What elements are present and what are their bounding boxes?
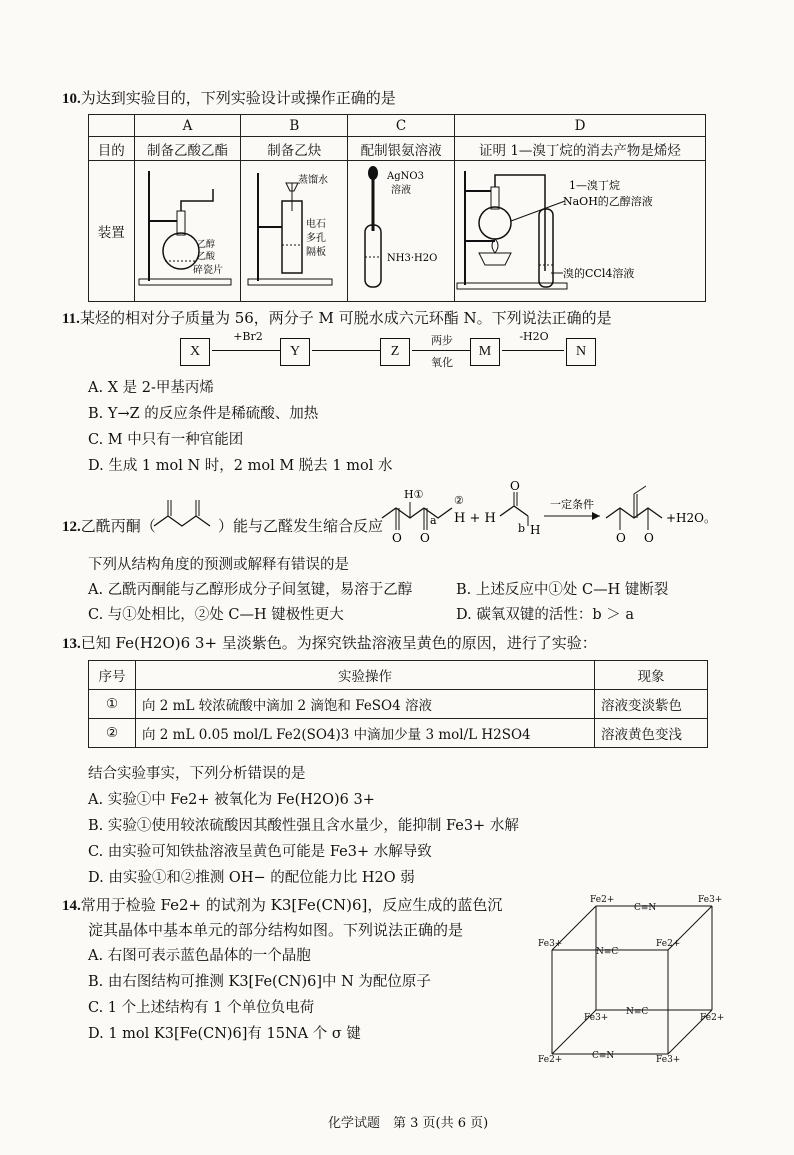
purpose-d: 证明 1—溴丁烷的消去产物是烯烃 [455, 137, 706, 161]
q12-option-d[interactable]: D. 碳氧双键的活性：b ＞ a [456, 607, 634, 623]
corner-fe3-bottom-front-right: Fe3+ [656, 1055, 681, 1065]
bond-top-back: C≡N [634, 903, 657, 913]
label-partition: 隔板 [306, 247, 327, 258]
prussian-blue-cube [536, 888, 736, 1064]
arrow4 [502, 350, 564, 351]
q13-table [88, 660, 708, 748]
q12-sub-stem: 下列从结构角度的预测或解释有错误的是 [88, 557, 349, 573]
apparatus-d [455, 161, 706, 302]
q11-option-b[interactable]: B. Y→Z 的反应条件是稀硫酸、加热 [88, 406, 319, 422]
purpose-a: 制备乙酸乙酯 [134, 137, 241, 161]
purpose-b: 制备乙炔 [241, 137, 348, 161]
q14-option-c[interactable]: C. 1 个上述结构有 1 个单位负电荷 [88, 1000, 315, 1016]
label-acetic-acid: 乙酸 [197, 252, 216, 262]
col-d: D [455, 115, 706, 137]
arrow3-top: 两步 [431, 334, 453, 347]
table-row: ① 向 2 mL 较浓硫酸中滴加 2 滴饱和 FeSO4 溶液 溶液变淡紫色 [89, 690, 708, 719]
label-naoh-ethanol: NaOH的乙醇溶液 [563, 195, 653, 208]
q11-option-c[interactable]: C. M 中只有一种官能团 [88, 432, 244, 448]
q11-stem: 11.某烃的相对分子质量为 56，两分子 M 可脱水成六元环酯 N。下列说法正确的是 [62, 309, 612, 327]
label-porcelain: 碎瓷片 [193, 265, 224, 276]
corner-fe2-top-back-left: Fe2+ [590, 895, 615, 905]
b-label: b [518, 522, 526, 535]
h1-label: H① [404, 488, 424, 501]
apparatus-b [241, 161, 348, 302]
q10-stem: 10.为达到实验目的，下列实验设计或操作正确的是 [62, 89, 396, 107]
corner-fe2-top-front-right: Fe2+ [656, 939, 681, 949]
q12-reaction [380, 479, 716, 550]
bond-top-front: N≡C [596, 947, 619, 957]
col-c: C [348, 115, 455, 137]
plus-h: H + H [454, 511, 496, 526]
label-ammonia: NH3·H2O [387, 253, 438, 264]
svg-text:O: O [510, 479, 520, 493]
q11-flow [180, 330, 600, 370]
corner-fe2-bottom-back-right: Fe2+ [700, 1013, 725, 1023]
arrow3 [412, 350, 470, 351]
acetylacetone-structure [150, 496, 220, 542]
bond-bottom-back: N≡C [626, 1007, 649, 1017]
bond-bottom-front: C≡N [592, 1051, 615, 1061]
apparatus-d-drawing [455, 161, 705, 297]
q12-option-a[interactable]: A. 乙酰丙酮能与乙醇形成分子间氢键，易溶于乙醇 [88, 582, 413, 598]
q12-option-c[interactable]: C. 与①处相比，②处 C—H 键极性更大 [88, 607, 344, 623]
label-ethanol: 乙醇 [197, 240, 216, 250]
q11-option-d[interactable]: D. 生成 1 mol N 时，2 mol M 脱去 1 mol 水 [88, 458, 393, 474]
col-a: A [134, 115, 241, 137]
corner-fe3-bottom-back-left: Fe3+ [584, 1013, 609, 1023]
q13-option-d[interactable]: D. 由实验①和②推测 OH− 的配位能力比 H2O 弱 [88, 870, 415, 886]
q13-stem: 13.已知 Fe(H2O)6 3+ 呈淡紫色。为探究铁盐溶液呈黄色的原因，进行了实验： [62, 634, 597, 652]
label-bromobutane: 1—溴丁烷 [569, 179, 620, 192]
flow-x: X [180, 338, 210, 366]
purpose-c: 配制银氨溶液 [348, 137, 455, 161]
arrow4-label: -H2O [519, 330, 549, 343]
label-calcium-carbide: 电石 [306, 219, 327, 230]
label-porous: 多孔 [306, 233, 327, 244]
apparatus-c-drawing [349, 161, 453, 297]
apparatus-label: 装置 [89, 161, 135, 302]
arrow2 [312, 350, 380, 351]
flow-m: M [470, 338, 500, 366]
label-agno3: AgNO3 [387, 171, 425, 182]
apparatus-a-drawing [135, 161, 239, 297]
q12-option-b[interactable]: B. 上述反应中①处 C—H 键断裂 [456, 582, 669, 598]
a-label: a [430, 514, 437, 527]
label-solution: 溶液 [391, 185, 412, 196]
q13-option-c[interactable]: C. 由实验可知铁盐溶液呈黄色可能是 Fe3+ 水解导致 [88, 844, 432, 860]
q10-table [88, 114, 706, 302]
q13-option-a[interactable]: A. 实验①中 Fe2+ 被氧化为 Fe(H2O)6 3+ [88, 792, 375, 808]
arrow3-bottom: 氧化 [431, 356, 453, 369]
corner-fe2-bottom-front-left: Fe2+ [538, 1055, 563, 1065]
q14-option-b[interactable]: B. 由右图结构可推测 K3[Fe(CN)6]中 N 为配位原子 [88, 974, 431, 990]
page-footer: 化学试题 第 3 页(共 6 页) [328, 1116, 489, 1131]
header-phenomenon: 现象 [595, 661, 708, 690]
flow-n: N [566, 338, 596, 366]
header-operation: 实验操作 [136, 661, 595, 690]
q14-option-a[interactable]: A. 右图可表示蓝色晶体的一个晶胞 [88, 948, 311, 964]
arrow1-label: +Br2 [233, 330, 263, 343]
svg-text:O: O [616, 531, 626, 545]
svg-text:O: O [644, 531, 654, 545]
flow-z: Z [380, 338, 410, 366]
q13-option-b[interactable]: B. 实验①使用较浓硫酸因其酸性强且含水量少，能抑制 Fe3+ 水解 [88, 818, 519, 834]
corner-fe3-top-back-right: Fe3+ [698, 895, 723, 905]
q11-option-a[interactable]: A. X 是 2-甲基丙烯 [88, 380, 214, 396]
apparatus-c [348, 161, 455, 302]
header-index: 序号 [89, 661, 136, 690]
condition-label: 一定条件 [550, 498, 594, 511]
label-distilled-water: 蒸馏水 [298, 175, 329, 186]
h2-label: ② [454, 494, 464, 507]
flow-y: Y [280, 338, 310, 366]
q14-option-d[interactable]: D. 1 mol K3[Fe(CN)6]有 15NA 个 σ 键 [88, 1026, 361, 1042]
q14-stem-2: 淀其晶体中基本单元的部分结构如图。下列说法正确的是 [88, 921, 464, 939]
corner-fe3-top-front-left: Fe3+ [538, 939, 563, 949]
q14-stem: 14.常用于检验 Fe2+ 的试剂为 K3[Fe(CN)6]，反应生成的蓝色沉 [62, 896, 503, 914]
water-label: +H2O。 [666, 511, 716, 525]
svg-text:O: O [420, 531, 430, 545]
col-b: B [241, 115, 348, 137]
arrow1 [212, 350, 280, 351]
svg-text:O: O [392, 531, 402, 545]
label-bromine-ccl4: 溴的CCl4溶液 [563, 267, 635, 280]
table-row: ② 向 2 mL 0.05 mol/L Fe2(SO4)3 中滴加少量 3 mol/L H2SO4 溶液黄色变浅 [89, 719, 708, 748]
q12-stem: 12.乙酰丙酮（ [62, 517, 156, 535]
purpose-label: 目的 [89, 137, 135, 161]
apparatus-a [134, 161, 241, 302]
q13-sub-stem: 结合实验事实，下列分析错误的是 [88, 766, 306, 782]
apparatus-b-drawing [242, 161, 346, 297]
h-tail: H [530, 523, 541, 537]
q12-stem-b: ）能与乙醛发生缩合反应 [218, 517, 384, 535]
